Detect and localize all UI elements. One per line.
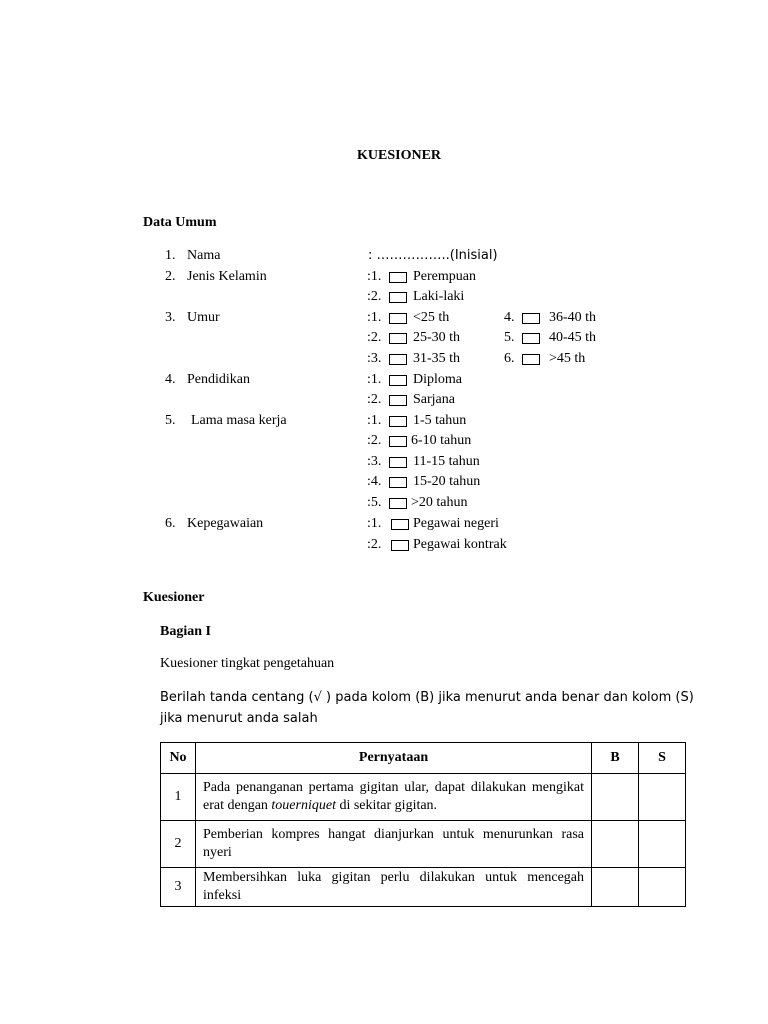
option-label: 36-40 th (549, 310, 597, 325)
option-code: :3. (367, 351, 382, 366)
answer-s-cell[interactable] (639, 774, 686, 821)
checkbox-diploma[interactable] (389, 375, 407, 386)
item-label-umur: Umur (187, 310, 220, 325)
statement-text: Pada penanganan pertama gigitan ular, dapat dilakukan mengikat erat dengan (203, 780, 584, 813)
answer-b-cell[interactable] (592, 774, 639, 821)
option-label: Diploma (413, 372, 462, 387)
data-umum-heading: Data Umum (143, 215, 217, 230)
answer-b-cell[interactable] (592, 868, 639, 907)
checkbox-kerja-2[interactable] (389, 436, 407, 447)
statement-text-end: di sekitar gigitan. (335, 798, 438, 813)
option-code: :1. (367, 269, 382, 284)
checkbox-umur-1[interactable] (389, 313, 407, 324)
header-no: No (161, 743, 196, 774)
questionnaire-table (160, 742, 686, 907)
option-code: :4. (367, 474, 382, 489)
item-number: 3. (165, 310, 176, 325)
row-number: 2 (161, 821, 196, 868)
statement-text: Pemberian kompres hangat dianjurkan untuk menurunkan rasa nyeri (203, 827, 584, 860)
checkbox-perempuan[interactable] (389, 272, 407, 283)
statement-cell (196, 821, 592, 868)
instruction-line-2: jika menurut anda salah (160, 711, 318, 726)
item-label-pendidikan: Pendidikan (187, 372, 250, 387)
option-code: :1. (367, 310, 382, 325)
option-label: >20 tahun (411, 495, 468, 510)
item-number: 5. (165, 413, 176, 428)
option-code: :2. (367, 537, 382, 552)
item-number: 2. (165, 269, 176, 284)
table-row (161, 821, 686, 868)
table-row (161, 774, 686, 821)
statement-italic: touerniquet (271, 798, 336, 813)
option-label: Perempuan (413, 269, 476, 284)
checkbox-umur-3[interactable] (389, 354, 407, 365)
option-code: 4. (504, 310, 515, 325)
option-code: :5. (367, 495, 382, 510)
statement-cell (196, 774, 592, 821)
option-label: Laki-laki (413, 289, 465, 304)
checkbox-pegawai-negeri[interactable] (391, 519, 409, 530)
option-label: 25-30 th (413, 330, 461, 345)
header-s: S (639, 743, 686, 774)
instruction-line-1: Berilah tanda centang (√ ) pada kolom (B) jika menurut anda benar dan kolom (S) (160, 690, 694, 705)
checkbox-sarjana[interactable] (389, 395, 407, 406)
checkbox-kerja-3[interactable] (389, 457, 407, 468)
item-label-kepegawaian: Kepegawaian (187, 516, 264, 531)
option-label: 1-5 tahun (413, 413, 467, 428)
section-subtitle: Kuesioner tingkat pengetahuan (160, 656, 335, 671)
checkbox-umur-2[interactable] (389, 333, 407, 344)
option-label: >45 th (549, 351, 586, 366)
checkbox-laki-laki[interactable] (389, 292, 407, 303)
option-code: :2. (367, 330, 382, 345)
option-code: :1. (367, 372, 382, 387)
item-number: 1. (165, 248, 176, 263)
row-number: 3 (161, 868, 196, 907)
answer-s-cell[interactable] (639, 821, 686, 868)
item-label-jenis-kelamin: Jenis Kelamin (187, 269, 267, 284)
option-label: Pegawai kontrak (413, 537, 507, 552)
option-label: <25 th (413, 310, 450, 325)
checkbox-umur-6[interactable] (522, 354, 540, 365)
option-label: 31-35 th (413, 351, 461, 366)
item-number: 4. (165, 372, 176, 387)
option-code: :3. (367, 454, 382, 469)
option-label: Pegawai negeri (413, 516, 499, 531)
option-code: :2. (367, 433, 382, 448)
option-label: 6-10 tahun (411, 433, 472, 448)
option-code: 6. (504, 351, 515, 366)
nama-value: : ……………..(Inisial) (368, 248, 498, 263)
statement-text: Membersihkan luka gigitan perlu dilakukan untuk mencegah infeksi (203, 870, 584, 903)
kuesioner-heading: Kuesioner (143, 590, 205, 605)
option-code: :2. (367, 392, 382, 407)
checkbox-umur-4[interactable] (522, 313, 540, 324)
item-label-nama: Nama (187, 248, 221, 263)
option-label: Sarjana (413, 392, 455, 407)
page-title: KUESIONER (357, 148, 442, 163)
option-code: :1. (367, 516, 382, 531)
option-code: :2. (367, 289, 382, 304)
checkbox-kerja-4[interactable] (389, 477, 407, 488)
item-label-lama-masa-kerja: Lama masa kerja (191, 413, 287, 428)
answer-s-cell[interactable] (639, 868, 686, 907)
option-label: 15-20 tahun (413, 474, 481, 489)
table-row (161, 868, 686, 907)
item-number: 6. (165, 516, 176, 531)
option-label: 40-45 th (549, 330, 597, 345)
option-code: 5. (504, 330, 515, 345)
table-header-row (161, 743, 686, 774)
checkbox-pegawai-kontrak[interactable] (391, 540, 409, 551)
answer-b-cell[interactable] (592, 821, 639, 868)
row-number: 1 (161, 774, 196, 821)
bagian-heading: Bagian I (160, 624, 211, 639)
statement-cell (196, 868, 592, 907)
option-label: 11-15 tahun (413, 454, 480, 469)
option-code: :1. (367, 413, 382, 428)
checkbox-kerja-1[interactable] (389, 416, 407, 427)
checkbox-kerja-5[interactable] (389, 498, 407, 509)
checkbox-umur-5[interactable] (522, 333, 540, 344)
header-b: B (592, 743, 639, 774)
header-statement: Pernyataan (196, 743, 592, 774)
